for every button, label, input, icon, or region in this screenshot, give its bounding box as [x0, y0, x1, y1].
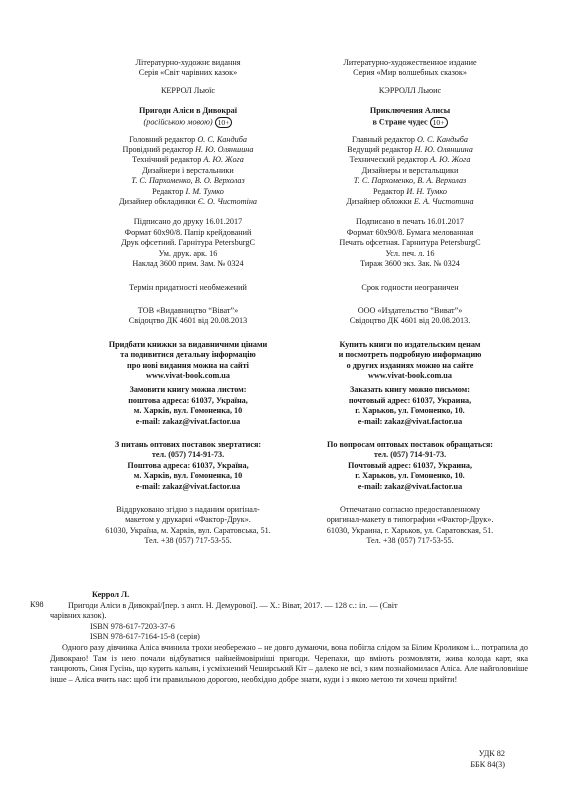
buy-line: Придбати книжки за видавничими цінами [108, 339, 268, 349]
staff-line: Дизайнеры и верстальщики [361, 165, 459, 175]
series-name: Серия «Мир волшебных сказок» [353, 68, 467, 78]
printing-line: Віддруковано згідно з наданим оригінал- [116, 505, 260, 514]
edition-type: Літературно-художнє видання [135, 58, 241, 67]
printing-line: 61030, Украина, г. Харьков, ул. Саратовская, 51. [326, 525, 494, 535]
email-link[interactable]: e-mail: zakaz@vivat.factor.ua [357, 481, 463, 491]
print-line: Печать офсетная. Гарнитура PetersburgC [339, 238, 481, 248]
annotation: Одного разу дівчинка Аліса вчинила трохи необережно – не довго думаючи, вона побігла слідом за Білим Кроликом і... потрапила до Дивокраю! Там із нею почали відбуватися найнеймовірніші пригоди. Черепахи, що вміють розмовляти, жива колода карт, яка танцюють, Синя Гусінь, що курить кальян, і усміхнений Чеширський Кіт – далеко не всі, з ким познайомилася Аліса. Але найголовніше інше – Аліса вчить нас: щоб іти правильною дорогою, необхідно добре знати, куди і з якою метою ти хочеш прийти! [50, 642, 528, 684]
book-title: Пригоди Аліси в Дивокраї [138, 106, 237, 116]
buy-info [88, 340, 288, 382]
order-line: г. Харьков, ул. Гомоненко, 10. [355, 406, 465, 416]
buy-line: про нові видання можна на сайті [127, 360, 249, 370]
order-line: поштова адреса: 61037, Україна, [128, 395, 248, 405]
printing-line: Отпечатано согласно предоставленному [339, 505, 481, 514]
bibliographic-entry [50, 590, 528, 685]
print-line: Тираж 3600 экз. Зак. № 0324 [360, 259, 460, 269]
email-link[interactable]: e-mail: zakaz@vivat.factor.ua [135, 481, 241, 491]
staff-line: Т. С. Пархоменко, В. О. Верхолаз [131, 176, 245, 186]
order-line: м. Харків, вул. Гомоненка, 10 [133, 406, 243, 416]
staff-line: Дизайнери і верстальники [142, 165, 234, 175]
staff-list [310, 135, 510, 208]
print-line: Наклад 3600 прим. Зам. № 0324 [132, 259, 244, 269]
edition-type: Литературно-художественное издание [343, 58, 477, 67]
shelf-life: Срок годности неограничен [361, 282, 459, 292]
wholesale-line: г. Харьков, ул. Гомоненко, 10. [355, 471, 465, 481]
staff-line: Головний редактор О. С. Кандиба [129, 134, 247, 144]
buy-line: та подивитися детальну інформацію [120, 350, 256, 360]
imprint-column-russian [310, 58, 510, 547]
staff-line: Редактор И. Н. Тумко [373, 186, 447, 196]
biblio-author: Керрол Л. [92, 590, 130, 599]
isbn-series: ISBN 978-617-7164-15-8 (серія) [90, 632, 200, 642]
certificate: Свідоцтво ДК 4601 від 20.08.2013 [128, 316, 248, 326]
imprint-column-ukrainian [88, 58, 288, 547]
print-line: Подписано в печать 16.01.2017 [355, 217, 465, 227]
staff-line: Дизайнер обкладинки Є. О. Чистотіна [119, 197, 257, 207]
print-line: Друк офсетний. Гарнітура PetersburgC [121, 238, 255, 248]
email-link[interactable]: e-mail: zakaz@vivat.factor.ua [357, 416, 463, 426]
print-line: Ум. друк. арк. 16 [158, 248, 218, 258]
staff-line: Технічний редактор А. Ю. Жога [132, 155, 244, 165]
biblio-code: К98 [30, 600, 44, 609]
biblio-entry-line: чарівних казок). [50, 611, 107, 621]
book-title-line2-row [310, 117, 510, 128]
wholesale-line: З питань оптових поставок звертатися: [114, 439, 262, 449]
publisher-name: ТОВ «Видавництво “Віват”» [137, 305, 239, 315]
staff-line: Т. С. Пархоменко, В. А. Верхолаз [353, 176, 467, 186]
staff-line: Редактор І. М. Тумко [152, 186, 224, 196]
order-line: Замовити книгу можна листом: [129, 385, 247, 395]
wholesale-info [88, 440, 288, 492]
buy-line: и посмотреть подробную информацию [338, 350, 482, 360]
language-note-row [88, 117, 288, 128]
publisher-name: ООО «Издательство “Виват”» [357, 305, 463, 315]
wholesale-line: м. Харків, вул. Гомоненка, 10 [133, 471, 243, 481]
book-title-line2: в Стране чудес [372, 117, 428, 126]
age-rating-badge: 10+ [430, 117, 448, 128]
phone-link[interactable]: тел. (057) 714-91-73. [151, 450, 225, 460]
order-info [88, 385, 288, 427]
order-line: почтовый адрес: 61037, Украина, [348, 395, 472, 405]
website-link[interactable]: www.vivat-book.com.ua [146, 370, 230, 380]
book-title: Приключения Алисы [369, 106, 451, 116]
staff-list [88, 135, 288, 208]
series-name: Серія «Світ чарівних казок» [138, 68, 238, 78]
buy-line: Купить книги по издательским ценам [339, 339, 481, 349]
order-info [310, 385, 510, 427]
age-rating-badge: 10+ [215, 117, 233, 128]
printing-line: Тел. +38 (057) 717-53-55. [144, 536, 232, 546]
bbk-code: ББК 84(3) [470, 759, 505, 769]
printing-line: макетом у друкарні «Фактор-Друк». [125, 515, 251, 525]
print-details [310, 217, 510, 269]
udk-bbk [470, 749, 505, 770]
language-note: (російською мовою) [143, 117, 213, 126]
buy-line: о других изданиях можно на сайте [346, 360, 474, 370]
shelf-life: Термін придатності необмежений [129, 282, 247, 292]
printing-house-info [88, 505, 288, 547]
staff-line: Ведущий редактор Н. Ю. Оляншина [347, 145, 473, 155]
print-line: Підписано до друку 16.01.2017 [133, 217, 243, 227]
author-name: КЕРРОЛ Льюїс [160, 85, 216, 95]
printing-line: Тел. +38 (057) 717-53-55. [366, 536, 454, 546]
wholesale-info [310, 440, 510, 492]
biblio-entry-line: Пригоди Аліси в Дивокраї/[пер. з англ. Н. Демурової]. — Х.: Віват, 2017. — 128 с.: іл. — (Світ [68, 600, 398, 610]
email-link[interactable]: e-mail: zakaz@vivat.factor.ua [135, 416, 241, 426]
certificate: Свідоцтво ДК 4601 від 20.08.2013. [349, 316, 471, 326]
staff-line: Дизайнер обложки Е. А. Чистотина [346, 197, 474, 207]
order-line: Заказать книгу можно письмом: [350, 385, 470, 395]
print-line: Формат 60x90/8. Бумага мелованная [346, 227, 474, 237]
wholesale-line: Почтовый адрес: 61037, Украина, [347, 460, 473, 470]
wholesale-line: По вопросам оптовых поставок обращаться: [326, 439, 493, 449]
buy-info [310, 340, 510, 382]
staff-line: Провідний редактор Н. Ю. Оляншина [122, 145, 254, 155]
website-link[interactable]: www.vivat-book.com.ua [368, 370, 452, 380]
staff-line: Технический редактор А. Ю. Жога [349, 155, 471, 165]
staff-line: Главный редактор О. С. Кандыба [351, 134, 469, 144]
wholesale-line: Поштова адреса: 61037, Україна, [127, 460, 249, 470]
print-details [88, 217, 288, 269]
phone-link[interactable]: тел. (057) 714-91-73. [373, 450, 447, 460]
author-name: КЭРРОЛЛ Льюис [378, 85, 442, 95]
printing-line: 61030, Україна, м. Харків, вул. Саратовська, 51. [105, 525, 271, 535]
print-line: Усл. печ. л. 16 [385, 248, 435, 258]
isbn: ISBN 978-617-7203-37-6 [90, 621, 175, 631]
udk-code: УДК 82 [478, 749, 505, 758]
printing-house-info [310, 505, 510, 547]
printing-line: оригинал-макету в типографии «Фактор-Друк». [326, 515, 494, 525]
print-line: Формат 60x90/8. Папір крейдований [124, 227, 252, 237]
